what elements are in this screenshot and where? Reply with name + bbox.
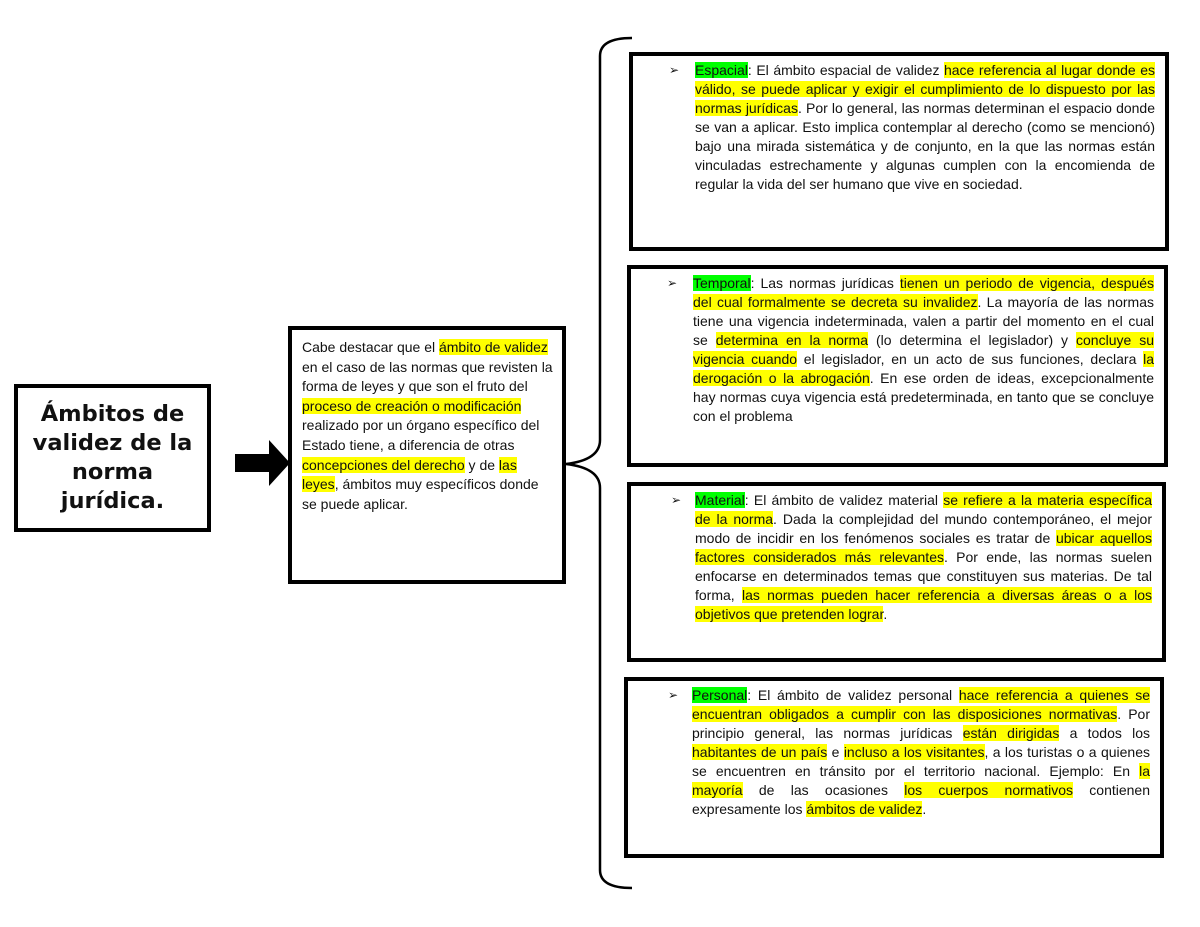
intro-text bbox=[302, 339, 553, 512]
highlighted-text: habitantes de un país bbox=[692, 744, 828, 760]
text-run: , ámbitos muy específicos donde se puede aplicar. bbox=[302, 476, 539, 512]
arrow-bullet-icon: ➢ bbox=[671, 493, 682, 507]
highlighted-text: la mayoría bbox=[692, 763, 1150, 798]
card-material bbox=[627, 482, 1166, 662]
text-run: . La mayoría de las normas tiene una vigencia indeterminada, valen a partir del momento en el cual se bbox=[693, 294, 1154, 348]
card-label: Temporal bbox=[693, 275, 751, 291]
text-run: contienen expresamente los bbox=[692, 782, 1151, 817]
card-text bbox=[693, 275, 1154, 424]
text-run: : Las normas jurídicas bbox=[750, 275, 900, 291]
card-text bbox=[695, 492, 1152, 622]
highlighted-text: se refiere a la materia específica de la norma bbox=[695, 492, 1152, 527]
highlighted-text: están dirigidas bbox=[962, 725, 1060, 741]
text-run: , a los turistas o a quienes se encuentren en tránsito por el territorio nacional. Ejemplo: En bbox=[692, 744, 1150, 779]
card-label: Espacial bbox=[695, 62, 748, 78]
highlighted-text: determina en la norma bbox=[715, 332, 869, 348]
text-run: (lo determina el legislador) y bbox=[868, 332, 1077, 348]
card-personal bbox=[624, 677, 1164, 858]
highlighted-text: incluso a los visitantes bbox=[843, 744, 985, 760]
card-text bbox=[692, 687, 1150, 817]
text-run: : El ámbito de validez material bbox=[744, 492, 944, 508]
card-label: Personal bbox=[692, 687, 748, 703]
highlighted-text: la derogación o la abrogación bbox=[693, 351, 1154, 386]
text-run: . En ese orden de ideas, excepcionalmente hay normas cuya vigencia está predeterminada, en tanto que se concluye con el problema bbox=[693, 370, 1154, 424]
text-run: a todos los bbox=[1059, 725, 1151, 741]
card-label: Material bbox=[695, 492, 745, 508]
highlighted-text: concepciones del derecho bbox=[302, 456, 465, 473]
highlighted-text: las normas pueden hacer referencia a diversas áreas o a los objetivos que pretenden lograr bbox=[695, 587, 1152, 622]
text-run: e bbox=[827, 744, 844, 760]
arrow-bullet-icon: ➢ bbox=[667, 276, 678, 290]
highlighted-text: las leyes bbox=[302, 456, 517, 493]
text-run: de las ocasiones bbox=[742, 782, 905, 798]
diagram-title: Ámbitos de validez de la norma jurídica. bbox=[32, 401, 193, 514]
text-run: . Por ende, las normas suelen enfocarse en determinados temas que constituyen sus materias. De tal forma, bbox=[695, 549, 1152, 603]
text-run: . Por principio general, las normas jurídicas bbox=[692, 706, 1150, 741]
text-run: Cabe destacar que el bbox=[302, 339, 439, 355]
right-arrow-icon bbox=[235, 440, 290, 486]
intro-box bbox=[288, 326, 566, 584]
text-run: . Dada la complejidad del mundo contemporáneo, el mejor modo de incidir en los fenómenos sociales es tratar de bbox=[695, 511, 1152, 546]
text-run: : El ámbito de validez personal bbox=[747, 687, 959, 703]
highlighted-text: hace referencia al lugar donde es válido, se puede aplicar y exigir el cumplimiento de lo dispuesto por las normas jurídicas bbox=[695, 62, 1155, 116]
highlighted-text: ubicar aquellos factores considerados más relevantes bbox=[695, 530, 1153, 565]
text-run: y de bbox=[464, 456, 499, 473]
highlighted-text: proceso de creación o modificación bbox=[302, 397, 522, 414]
card-text bbox=[695, 62, 1155, 192]
highlighted-text: ámbito de validez bbox=[438, 339, 548, 355]
text-run: . bbox=[922, 801, 927, 817]
text-run: en el caso de las normas que revisten la forma de leyes y que son el fruto del bbox=[302, 358, 553, 395]
highlighted-text: ámbitos de validez bbox=[806, 801, 923, 817]
text-run: : El ámbito espacial de validez bbox=[747, 62, 944, 78]
text-run: realizado por un órgano específico del Estado tiene, a diferencia de otras bbox=[302, 417, 540, 453]
text-run: . bbox=[883, 606, 888, 622]
arrow-bullet-icon: ➢ bbox=[668, 688, 679, 702]
text-run: . Por lo general, las normas determinan el espacio donde se van a aplicar. Esto implica contemplar al derecho (como se mencionó) bajo una mirada sistemática y de conjunto, en la que las normas están vinculadas estrechamente y algunas cumplen con la encomienda de regular la vida del ser humano que vive en sociedad. bbox=[695, 100, 1156, 192]
highlighted-text: los cuerpos normativos bbox=[904, 782, 1073, 798]
highlighted-text: hace referencia a quienes se encuentran obligados a cumplir con las disposiciones normativas bbox=[692, 687, 1150, 722]
highlighted-text: concluye su vigencia cuando bbox=[693, 332, 1155, 367]
title-box bbox=[14, 384, 211, 532]
highlighted-text: tienen un periodo de vigencia, después del cual formalmente se decreta su invalidez bbox=[693, 275, 1154, 310]
card-espacial bbox=[629, 52, 1169, 251]
card-temporal bbox=[627, 265, 1168, 467]
arrow-bullet-icon: ➢ bbox=[669, 63, 680, 77]
text-run: el legislador, en un acto de sus funciones, declara bbox=[797, 351, 1144, 367]
